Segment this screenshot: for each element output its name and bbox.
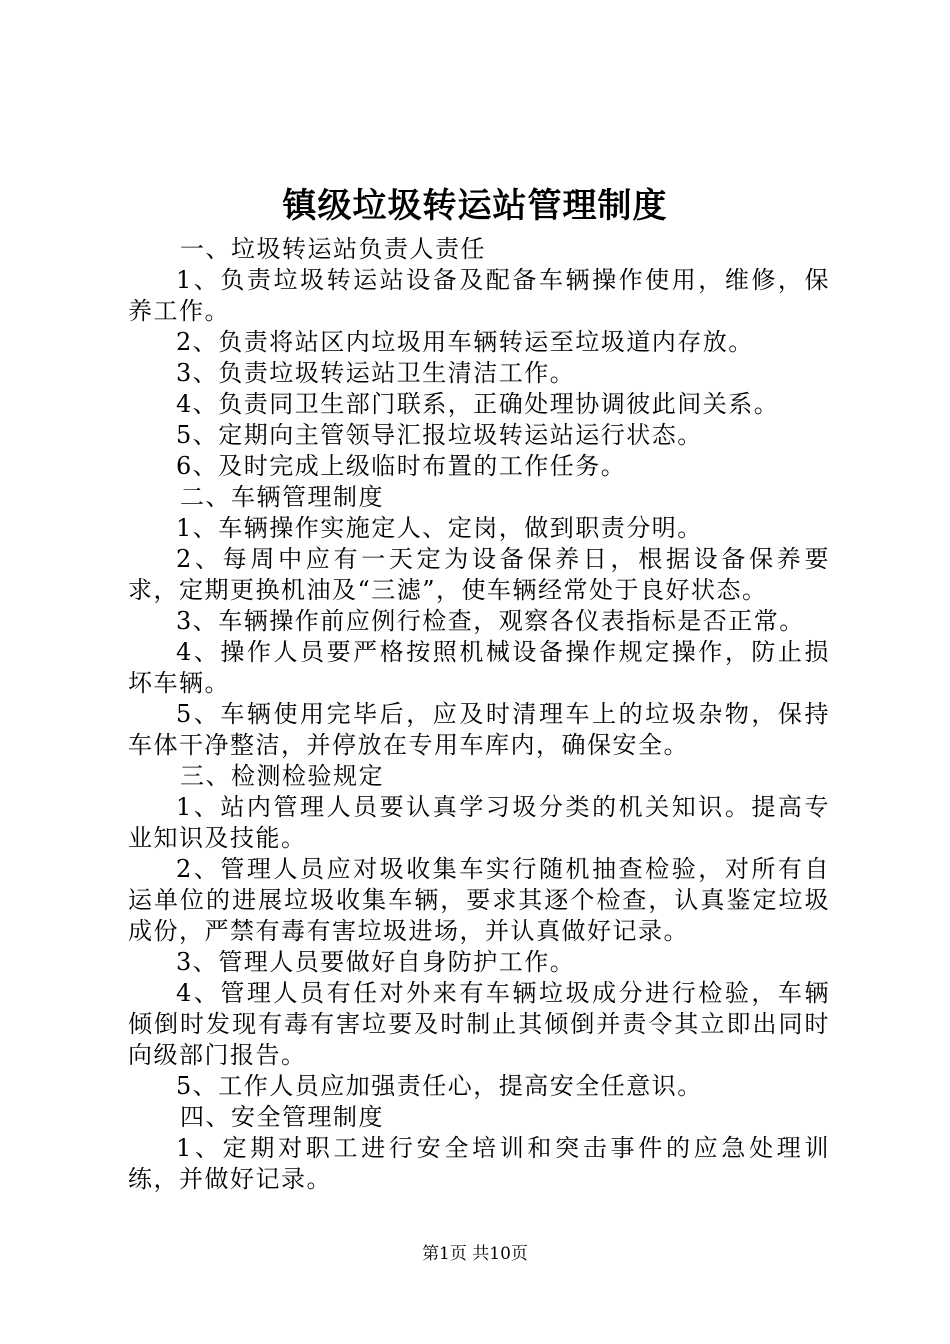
page-footer: 第1页 共10页	[422, 1244, 528, 1264]
section-heading: 一、垃圾转运站负责人责任	[180, 235, 486, 263]
paragraph: 2、负责将站区内垃圾用车辆转运至垃圾道内存放。	[176, 328, 754, 356]
paragraph: 2、每周中应有一天定为设备保养日，根据设备保养要求，定期更换机油及“三滤”，使车辆经常处于良好状态。	[128, 545, 830, 604]
paragraph: 4、负责同卫生部门联系，正确处理协调彼此间关系。	[176, 390, 780, 418]
paragraph: 1、站内管理人员要认真学习圾分类的机关知识。提高专业知识及技能。	[128, 793, 830, 852]
paragraph: 3、车辆操作前应例行检查，观察各仪表指标是否正常。	[176, 607, 805, 635]
paragraph: 4、管理人员有任对外来有车辆垃圾成分进行检验，车辆倾倒时发现有毒有害垃要及时制止其倾倒并责令其立即出同时向级部门报告。	[128, 979, 830, 1069]
paragraph: 5、定期向主管领导汇报垃圾转运站运行状态。	[176, 421, 703, 449]
paragraph: 3、负责垃圾转运站卫生清洁工作。	[176, 359, 576, 387]
paragraph: 4、操作人员要严格按照机械设备操作规定操作，防止损坏车辆。	[128, 638, 830, 697]
document-title: 镇级垃圾转运站管理制度	[282, 186, 668, 226]
paragraph: 1、车辆操作实施定人、定岗，做到职责分明。	[176, 514, 703, 542]
paragraph: 5、车辆使用完毕后，应及时清理车上的垃圾杂物，保持车体干净整洁，并停放在专用车库内，确保安全。	[128, 700, 830, 759]
document-body	[128, 234, 830, 1195]
paragraph: 1、定期对职工进行安全培训和突击事件的应急处理训练，并做好记录。	[128, 1134, 830, 1193]
section-heading: 二、车辆管理制度	[180, 483, 384, 511]
paragraph: 3、管理人员要做好自身防护工作。	[176, 948, 576, 976]
paragraph: 6、及时完成上级临时布置的工作任务。	[176, 452, 627, 480]
section-heading: 三、检测检验规定	[180, 762, 384, 790]
paragraph: 5、工作人员应加强责任心，提高安全任意识。	[176, 1072, 703, 1100]
paragraph: 2、管理人员应对圾收集车实行随机抽查检验，对所有自运单位的进展垃圾收集车辆，要求其逐个检查，认真鉴定垃圾成份，严禁有毒有害垃圾进场，并认真做好记录。	[128, 855, 830, 945]
section-heading: 四、安全管理制度	[180, 1103, 384, 1131]
paragraph: 1、负责垃圾转运站设备及配备车辆操作使用，维修，保养工作。	[128, 266, 830, 325]
